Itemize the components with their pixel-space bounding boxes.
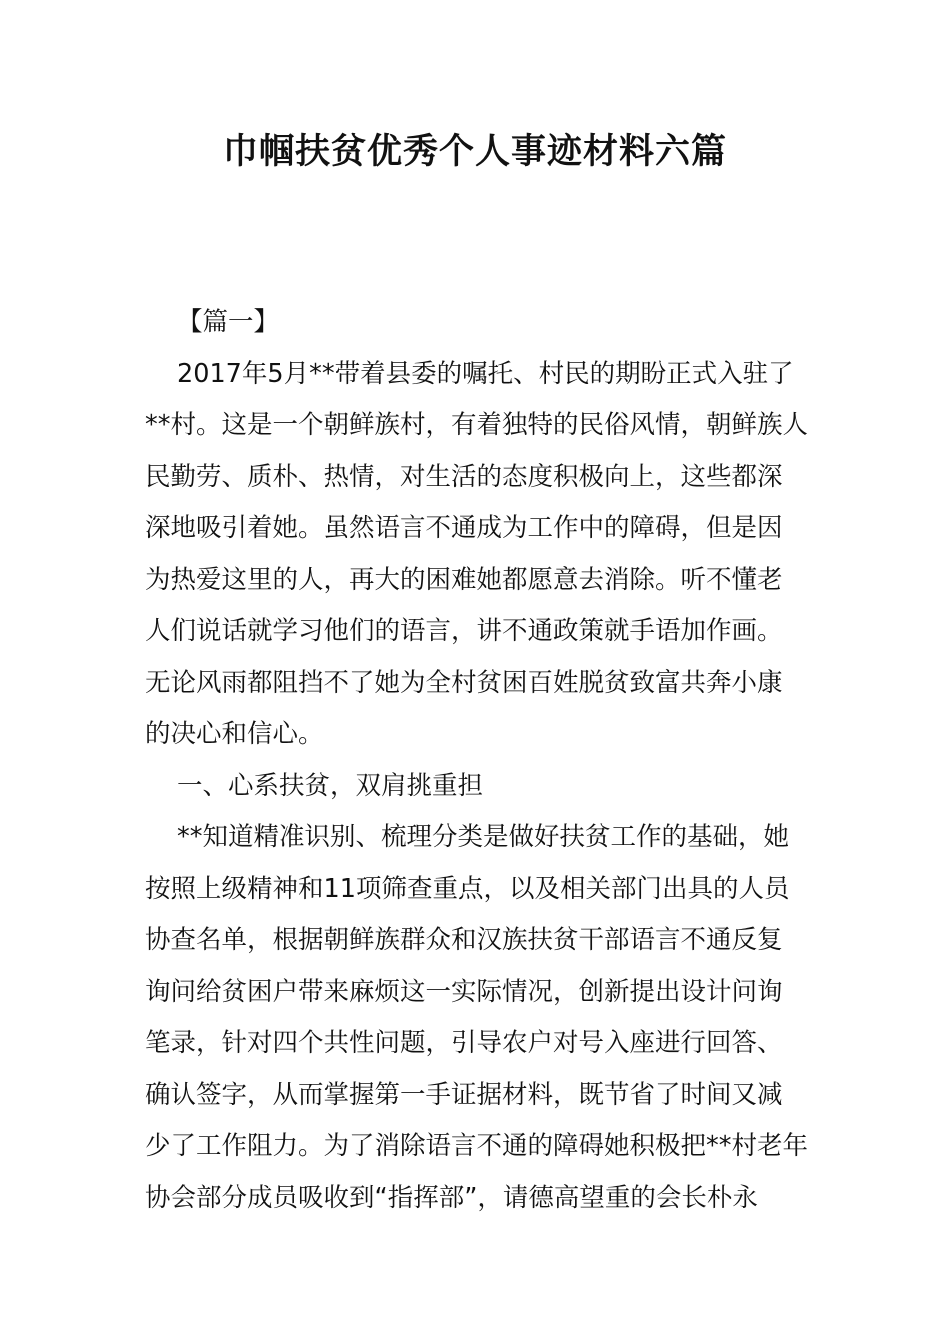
document-body <box>145 297 807 1224</box>
paragraph-line: 按照上级精神和11项筛查重点，以及相关部门出具的人员 <box>145 873 790 904</box>
paragraph-line: 深地吸引着她。虽然语言不通成为工作中的障碍，但是因 <box>145 513 783 543</box>
paragraph-line: 民勤劳、质朴、热情，对生活的态度积极向上，这些都深 <box>145 461 783 492</box>
paragraph-line: 少了工作阻力。为了消除语言不通的障碍她积极把**村老年 <box>145 1131 809 1161</box>
paragraph-line: 人们说话就学习他们的语言，讲不通政策就手语加作画。 <box>145 616 783 646</box>
paragraph-line: 无论风雨都阻挡不了她为全村贫困百姓脱贫致富共奔小康 <box>145 667 783 698</box>
paragraph-line: 询问给贫困户带来麻烦这一实际情况，创新提出设计问询 <box>145 976 783 1007</box>
paragraph-line: 确认签字，从而掌握第一手证据材料，既节省了时间又减 <box>145 1079 783 1110</box>
paragraph-line: **知道精准识别、梳理分类是做好扶贫工作的基础，她 <box>177 822 790 852</box>
paragraph-line: 协会部分成员吸收到“指挥部”，请德高望重的会长朴永 <box>145 1182 758 1213</box>
paragraph-line: 为热爱这里的人，再大的困难她都愿意去消除。听不懂老 <box>145 564 783 595</box>
paragraph-line: 笔录，针对四个共性问题，引导农户对号入座进行回答、 <box>145 1028 783 1058</box>
subsection-heading: 一、心系扶贫，双肩挑重担 <box>177 770 484 801</box>
paragraph-line: 的决心和信心。 <box>145 719 324 749</box>
paragraph-line: 2017年5月**带着县委的嘱托、村民的期盼正式入驻了 <box>177 358 794 389</box>
paragraph-line: 协查名单，根据朝鲜族群众和汉族扶贫干部语言不通反复 <box>145 925 783 955</box>
paragraph-line: **村。这是一个朝鲜族村，有着独特的民俗风情，朝鲜族人 <box>145 410 809 440</box>
section-heading-part-one: 【篇一】 <box>177 307 280 337</box>
document-title: 巾帼扶贫优秀个人事迹材料六篇 <box>222 132 727 172</box>
